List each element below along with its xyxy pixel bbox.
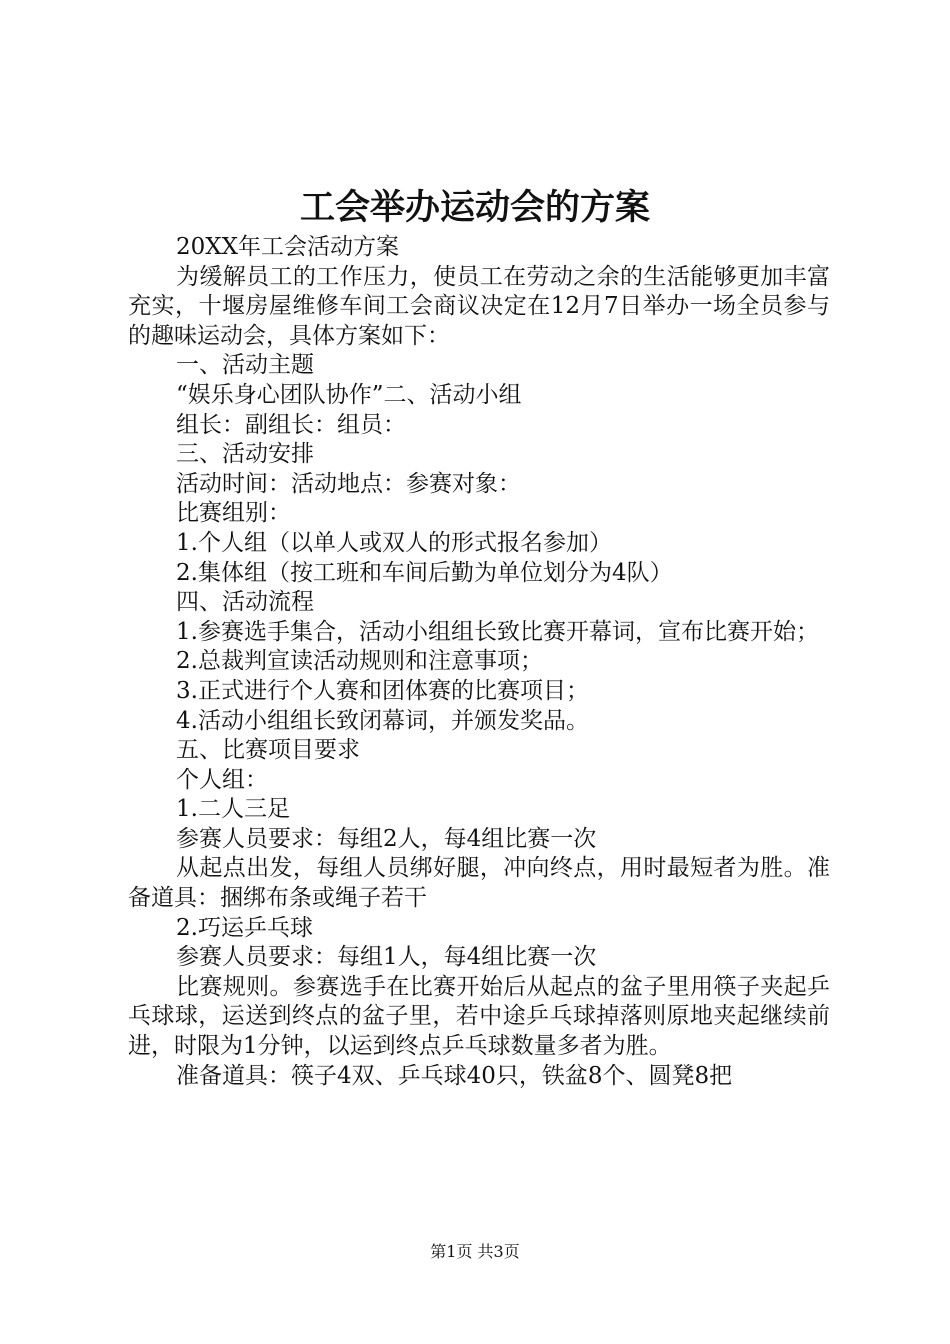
section-heading: 一、活动主题	[176, 352, 314, 379]
section-heading: 四、活动流程	[176, 589, 314, 616]
list-item: 3.正式进行个人赛和团体赛的比赛项目；	[176, 677, 589, 704]
paragraph: 参赛人员要求：每组2人，每4组比赛一次	[176, 825, 597, 852]
paragraph: 组长：副组长：组员：	[176, 411, 406, 438]
section-heading: 三、活动安排	[176, 441, 314, 468]
paragraph: 比赛规则。参赛选手在比赛开始后从起点的盆子里用筷子夹起乒乓球球，运送到终点的盆子里，若中途乒乓球掉落则原地夹起继续前进，时限为1分钟，以运到终点乒乓球数量多者为胜。	[128, 973, 830, 1060]
list-item: 1.参赛选手集合，活动小组组长致比赛开幕词，宣布比赛开始；	[176, 618, 819, 645]
paragraph: 从起点出发，每组人员绑好腿，冲向终点，用时最短者为胜。准备道具：捆绑布条或绳子若干	[128, 855, 830, 912]
paragraph: “娱乐身心团队协作”二、活动小组	[176, 381, 522, 408]
paragraph: 个人组：	[176, 766, 268, 793]
document-body	[128, 233, 830, 1091]
list-item: 1.二人三足	[176, 796, 290, 823]
list-item: 2.集体组（按工班和车间后勤为单位划分为4队）	[176, 559, 673, 586]
paragraph: 活动时间：活动地点：参赛对象：	[176, 470, 521, 497]
list-item: 1.个人组（以单人或双人的形式报名参加）	[176, 529, 612, 556]
page-title: 工会举办运动会的方案	[299, 187, 650, 228]
list-item: 2.巧运乒乓球	[176, 914, 313, 941]
paragraph: 比赛组别：	[176, 500, 291, 527]
list-item: 4.活动小组组长致闭幕词，并颁发奖品。	[176, 707, 589, 734]
paragraph: 参赛人员要求：每组1人，每4组比赛一次	[176, 944, 597, 971]
list-item: 2.总裁判宣读活动规则和注意事项；	[176, 648, 543, 675]
paragraph: 为缓解员工的工作压力，使员工在劳动之余的生活能够更加丰富充实，十堰房屋维修车间工会商议决定在12月7日举办一场全员参与的趣味运动会，具体方案如下：	[128, 263, 830, 349]
paragraph: 20XX年工会活动方案	[176, 234, 400, 260]
page-footer: 第1页 共3页	[430, 1242, 520, 1261]
paragraph: 准备道具：筷子4双、乒乓球40只，铁盆8个、圆凳8把	[176, 1062, 733, 1089]
section-heading: 五、比赛项目要求	[176, 737, 360, 764]
